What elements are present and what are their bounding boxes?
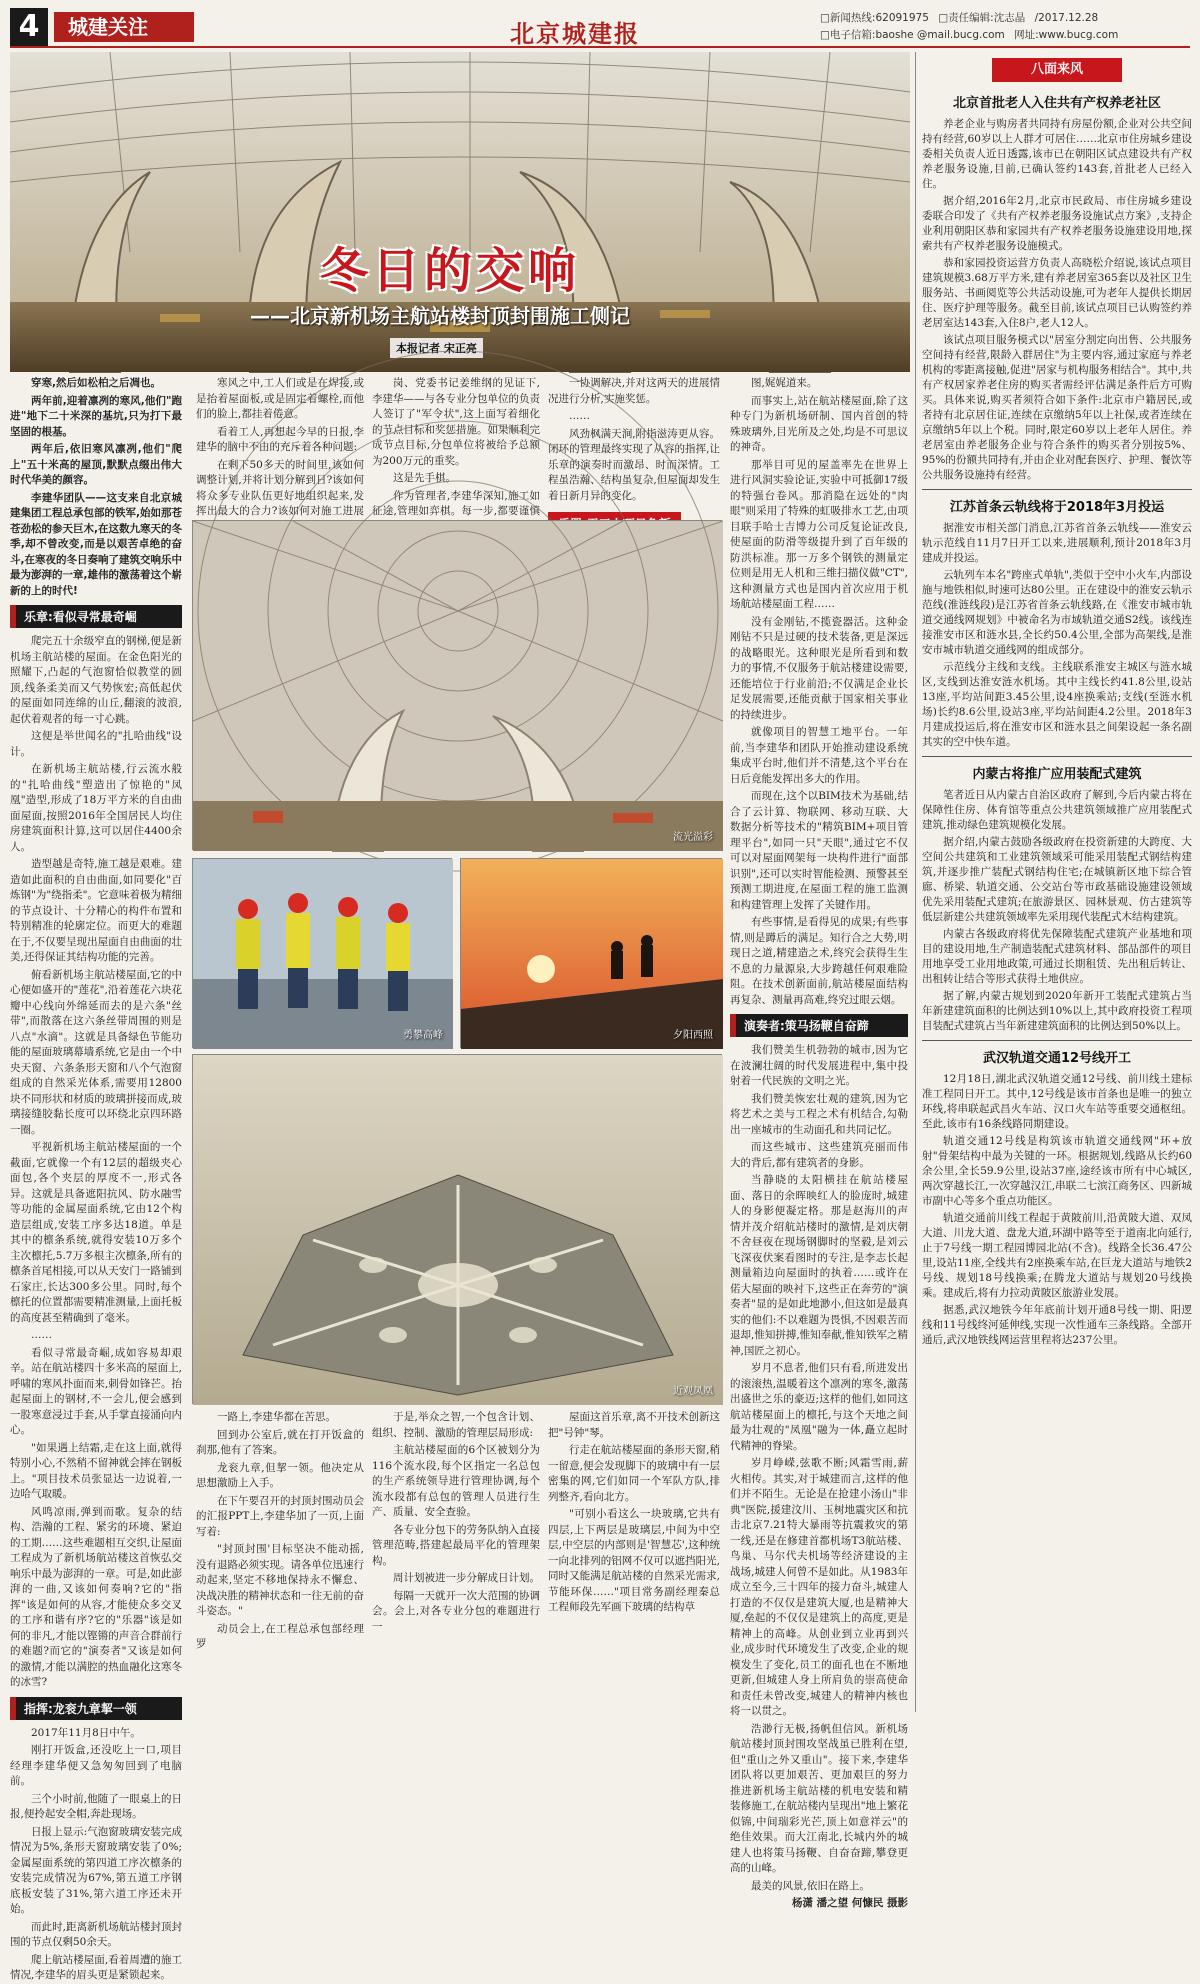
body-paragraph: "如果遇上结霜,走在这上面,就得特别小心,不然稍不留神就会摔在钢板上。"项目技术员张显达一边说着,一边哈气取暖。	[10, 1441, 182, 1500]
column-2-bottom	[196, 1410, 364, 1710]
workers-photo	[192, 858, 452, 1048]
body-paragraph: 平视新机场主航站楼屋面的一个截面,它就像一个有12层的超级夹心面包,各个夹层的厚度不一,形式各异。这就是具备遮阳抗风、防水融雪等功能的金属屋面系统,它由12个构造层组成,安装工序多达18道。单是其中的檩条系统,就得安装10万多个主次檩托,5.7万多根主次檩条,所有的檩条首尾相接,可以从天安门一路铺到石家庄,长达300多公里。同时,每个檩托的位置都需要精准测量,上面托板的高度甚至精确到了毫米。	[10, 1141, 182, 1324]
body-paragraph: 寒风之中,工人们或是在焊接,或是抬着屋面板,或是固定着螺栓,而他们的脸上,都挂着倦意。	[196, 377, 364, 420]
column-divider	[915, 52, 916, 1712]
news-item	[922, 763, 1192, 1034]
body-paragraph: 动员会上,在工程总承包部经理罗	[196, 1622, 364, 1650]
section-heading: 乐章:看似寻常最奇崛	[10, 605, 182, 628]
body-paragraph: 看着工人,再想起今早的日报,李建华的脑中不由的充斥着各种问题:	[196, 425, 364, 453]
body-paragraph: 在下午要召开的封顶封围动员会的汇报PPT上,李建华加了一页,上面写着:	[196, 1494, 364, 1538]
body-paragraph: 日报上显示:气泡窗玻璃安装完成情况为5%,条形天窗玻璃安装了0%;金属屋面系统的第四道工序次檩条的安装完成情况为67%,第五道工序钢底板安装了31%,第六道工序还未开始。	[10, 1825, 182, 1915]
body-paragraph: 在剩下50多天的时间里,该如何调整计划,并将计划分解到日?该如何将众多专业队伍更好地组织起来,发挥出最大的合力?该如何对施工进展	[196, 458, 364, 517]
news-paragraph: 据了解,内蒙古规划到2020年新开工装配式建筑占当年新建建筑面积的比例达到10%以上,其中政府投资工程项目装配式建筑占当年新建建筑面积的比例达到50%以上。	[922, 990, 1192, 1032]
intro-paragraph: 李建华团队——这支来自北京城建集团工程总承包部的铁军,始如那苍苍劲松的参天巨木,在这数九寒天的冬季,却不曾改变,而是以艰苦卓绝的奋斗,在寒夜的冬日奏响了建筑交响乐中最为澎湃的一章,雄伟的激荡着这个崭新的上的时代!	[10, 491, 182, 597]
column-1	[10, 376, 182, 1981]
body-paragraph: 爬完五十余级窄直的钢梯,便是新机场主航站楼的屋面。在金色阳光的照耀下,凸起的气泡窗恰似教堂的圆顶,线条柔美而又气势恢宏;高低起伏的屋面如同连绵的山丘,翻滚的波浪,起伏着观者的每一寸心跳。	[10, 635, 182, 725]
article-title: 冬日的交响	[320, 243, 581, 299]
body-paragraph: 浩渺行无极,扬帆但信风。新机场航站楼封顶封围攻坚战虽已胜利在望,但"重山之外又重山"。接下来,李建华团队将以更加艰苦、更加艰巨的努力推进新机场主航站楼的机电安装和精装修施工,在航站楼内呈现出"地上繁花似锦,中间瑞彩光芒,顶上如意祥云"的绝佳效果。而大江南北,长城内外的城建人也将策马扬鞭、自奋奋蹄,攀登更高的山峰。	[730, 1722, 908, 1874]
body-paragraph: 那举目可见的屋盖率先在世界上进行风洞实验论证,实验中可抵御17级的特强台卷风。那消隐在远处的"肉眼"则采用了特殊的虹吸排水工艺,由项目联手哈士吉博力公司反复论证改良,使屋面的防滑等级提升到了百年级的防洪标准。那一万多个钢铁的测量定位则是用无人机和三维扫描仪做"CT",这种测量方式也是国内首次应用于机场航站楼屋面工程……	[730, 458, 908, 610]
photo-caption: 流光溢彩	[673, 832, 713, 843]
body-paragraph: 而事实上,站在航站楼屋面,除了这种专门为新机场研制、国内首创的特殊玻璃外,目光所及之处,均是不可思议的神奇。	[730, 394, 908, 453]
news-paragraph: 示范线分主线和支线。主线联系淮安主城区与涟水城区,支线到达淮安涟水机场。其中主线长约41.8公里,设站13座,平均站间距3.45公里,设4座换乘站;支线(至涟水机场)长约8.6公里,设站3座,平均站间距4.2公里。2018年3月建成投运后,将在淮安市区和涟水县之间架设起一条名副其实的空中快车道。	[922, 661, 1192, 748]
body-paragraph: 没有金刚钻,不揽瓷器活。这种金刚钻不只是过硬的技术装备,更是深远的战略眼光。这种眼光是所看到和数力的事情,不仅服务于航站楼建设需要,还能培位于行业前沿;不仅满足企业长足发展需要,还能贡献于国家相关事业的持续进步。	[730, 615, 908, 721]
news-paragraph: 据淮安市相关部门消息,江苏省首条云轨线——淮安云轨示范线自11月7日开工以来,进展顺利,预计2018年3月建成并投运。	[922, 522, 1192, 564]
body-paragraph: 当静晓的太阳横挂在航站楼屋面、落日的余晖映红人的脸庞时,城建人的身影便凝定格。那是赵海川的声情并茂介绍航站楼时的激情,是刘庆朝不舍昼夜在现场钢脚时的坚毅,是刘云飞深夜伏案看图时的专注,是李志长起测量箱边向屋面时的执着……或许在偌大屋面的映衬下,这些正在奔劳的"演奏者"显的是如此地渺小,但这如是最真实的他们:不以难题为畏惧,不因艰苦而退却,惟知拼搏,惟知奉献,惟知铁军之精神,国匠之初心。	[730, 1174, 909, 1357]
byline: 本报记者 宋正亮	[390, 338, 483, 358]
body-paragraph: 在新机场主航站楼,行云流水般的"扎哈曲线"塑造出了惊艳的"凤凰"造型,形成了18万平方米的自由曲面屋面,按照2016年全国居民人均住房建筑面积计算,这可以居住4400余人。	[10, 763, 182, 853]
body-paragraph: 图,娓娓道来。	[751, 377, 818, 389]
column-5	[730, 376, 909, 1909]
news-paragraph: 据介绍,内蒙古鼓励各级政府在投资新建的大跨度、大空间公共建筑和工业建筑领域采可能采用装配式钢结构建筑,并逐步推广装配式钢结构住宅;在城镇新区地下综合管廊、桥梁、轨道交通、公交站台等市政基础设施建设领域优先采用装配式建筑;在旅游景区、园林景观、仿古建筑等低层新建公共建筑领域率先采用现代装配式木结构建筑。	[922, 836, 1192, 923]
paper-name: 北京城建报	[510, 19, 640, 48]
body-paragraph: 而此时,距离新机场航站楼封顶封围的节点仅剩50余天。	[10, 1920, 182, 1948]
body-paragraph: 岁月峥嵘,弦歌不断;风霜雪雨,薪火相传。其实,对于城建而言,这样的他们并不陌生。无论是在抢建小汤山"非典"医院,援建汶川、玉树地震灾区和抗击北京7.21特大暴雨等抗震救灾的第一线,还是在修建首都机场T3航站楼、鸟巢、马尔代夫机场等经济建设的主战场,城建人何曾不是如此。从1983年成立至今,三十四年的接力奋斗,城建人打造的不仅仅是建筑大厦,也是精神大厦,垒起的不仅仅是建筑上的高度,更是精神上的高峰。从创业到立业再到兴业,成步时代环境发生了改变,企业的规模发生了变化,员工的面孔也在不断地更新,但城建人身上所肩负的崇高使命和责任未曾改变,城建人的精神内核也将一以贯之。	[730, 1457, 908, 1717]
photo-caption: 夕阳西照	[673, 1030, 713, 1041]
news-divider	[922, 489, 1192, 490]
body-paragraph: 风劲枫满天涧,附指滋涛更从容。闭环的管理最终实现了从容的指挥,让乐章的演奏时而激昂、时而深情。工程虽浩瀚、结构虽复杂,但屋面却发生着日新月异的变化。	[548, 427, 720, 502]
news-paragraph: 恭和家园投资运营方负责人高晓松介绍说,该试点项目建筑规模3.68万平方米,建有养老居室365套以及社区卫生服务站、书画阅览等公共活动设施,可为老年人提供长期居住、医疗护理等服务。截至目前,该试点项目已认购签约养老居室达143套,入住8户,老人12人。	[922, 257, 1192, 329]
email: □电子信箱:baoshe @mail.bucg.com	[820, 29, 1005, 41]
news-body	[922, 117, 1192, 483]
interior-illustration	[193, 521, 723, 851]
editor: □责任编辑:沈志晶	[938, 12, 1026, 24]
body-paragraph: 岁月不息者,他们只有看,所进发出的滚滚热,温暖着这个凛冽的寒冬,激荡出盛世之乐的豪迈;这样的他们,如同这航站楼屋面上的檩托,与这个天地之间最为壮观的"凤凰"融为一体,矗立起时代精神的脊梁。	[730, 1362, 908, 1452]
column-3-bottom	[372, 1410, 540, 1710]
contact-info	[820, 10, 1190, 44]
news-item	[922, 92, 1192, 483]
body-paragraph: 各专业分包下的劳务队纳入直接管理范畴,搭建起最局平化的管理架构。	[372, 1523, 540, 1567]
article-subtitle: ——北京新机场主航站楼封顶封围施工侧记	[250, 304, 630, 328]
body-paragraph: 风鸣凉雨,弹到而歌。复杂的结构、浩瀚的工程、紧劣的环境、紧迫的工期……这些难题相互交织,让屋面工程成为了新机场航站楼这首恢弘交响乐中最为澎湃的一章。可是,如此澎湃的一曲,又该如何奏响?它的"指挥"该是如何的从容,才能使众多交叉的工序和谐有序?它的"乐器"该是如何的非凡,才能以铿锵的声音合群前行的难题?而它的"演奏者"又该是如何的激情,才能以满腔的热血融化这寒冬的冰雪?	[10, 1505, 182, 1688]
body-paragraph: 看似寻常最奇崛,成如容易却艰辛。站在航站楼四十多米高的屋面上,呼啸的寒风扑面而来,刺骨如锋芒。抬起屋面上的钢材,不一会儿,便会感到一股寒意浸过手套,从手掌直接涌向内心。	[10, 1346, 182, 1436]
news-item	[922, 496, 1192, 750]
news-paragraph: 轨道交通前川线工程起于黄陂前川,沿黄陂大道、双凤大道、川龙大道、盘龙大道,环湖中路等至于道南北向延行,止于7号线一期工程园博园北站(不含)。线路全长36.47公里,设站11座,全线共有2座换乘车站,在巨龙大道站与地铁2号线、规划18号线换乘;在腾龙大道站与规划20号线换乘。建成后,将有力拉动黄陂区旅游业发展。	[922, 1212, 1192, 1299]
body-paragraph: 一路上,李建华都在苦思。	[217, 1411, 336, 1423]
news-body	[922, 1072, 1192, 1348]
news-paragraph: 轨道交通12号线是构筑该市轨道交通线网"环+放射"骨架结构中最为关键的一环。根据规划,线路从长约60余公里,全长59.9公里,设站37座,途经该市所有中心城区,两次穿越长江,一次穿越汉江,串联二七滨江商务区、四新城市副中心等多个重点功能区。	[922, 1135, 1192, 1207]
body-paragraph: 而这些城市、这些建筑亮丽而伟大的背后,都有建筑者的身影。	[730, 1141, 908, 1169]
body-paragraph: "封顶封围'目标坚决不能动摇,没有退路必须实现。请各单位迅速行动起来,坚定不移地保持永不懈怠、决战决胜的精神状态和一往无前的奋斗姿态。"	[196, 1543, 364, 1617]
body-paragraph: 爬上航站楼屋面,看着周遭的施工情况,李建华的眉头更是紧锁起来。	[10, 1953, 182, 1981]
sunset-illustration	[461, 859, 723, 1049]
news-body	[922, 788, 1192, 1034]
body-paragraph: 造型越是奇特,施工越是艰难。建造如此面积的自由曲面,如同要化"百炼钢"为"绕指柔"。它意味着极为精细的节点设计、十分精心的构件布置和特别精准的轮廓定位。而更大的难题在于,不仅要呈现出屋面自由曲面的壮美,还得保证其结构功能的完善。	[10, 858, 182, 963]
body-paragraph: 屋面这首乐章,离不开技术创新这把"号钟"琴。	[548, 1411, 720, 1439]
photo-caption: 近观凤凰	[673, 1386, 713, 1397]
news-paragraph: 据介绍,2016年2月,北京市民政局、市住房城乡建设委联合印发了《共有产权养老服务设施试点方案》,支持企业利用朝阳区恭和家园共有产权养老服务设施建设用地,探索共有产权养老服务设施模式。	[922, 195, 1192, 252]
page-number: 4	[10, 8, 48, 46]
body-paragraph: 每隔一天就开一次大范围的协调会。会上,对各专业分包的难题进行一	[372, 1589, 540, 1633]
news-divider	[922, 756, 1192, 757]
body-paragraph: 刚打开饭盒,还没吃上一口,项目经理李建华便又急匆匆回到了电脑前。	[10, 1744, 182, 1787]
intro-paragraph: 两年后,依旧寒风凛冽,他们"爬上"五十米高的屋顶,默默点缀出伟大时代华美的颜容。	[10, 443, 182, 486]
body-paragraph: 我们赞美恢宏壮观的建筑,因为它将艺术之美与工程之术有机结合,勾勒出一座城市的生动面孔和共同记忆。	[730, 1092, 908, 1136]
masthead	[10, 8, 1190, 48]
news-title: 内蒙古将推广应用装配式建筑	[972, 767, 1142, 782]
sunset-photo	[460, 858, 722, 1048]
website: 网址:www.bucg.com	[1014, 29, 1119, 41]
body-paragraph: 作为管理者,李建华深知,施工如征途,管理如弈棋。每一步,都要谨慎	[372, 489, 540, 517]
news-paragraph: 该试点项目服务模式以"居室分割定向出售、公共服务空间持有经营,限龄入群居住"为主要内容,通过家庭与养老机构的零距离接触,促进"居家与机构服务相结合"。其中,共有产权居家养老住房的购买者需经评估满足条件后方可购买。具体来说,购买者须符合如下条件:北京市户籍居民,或者持有北京居住证,连续在京缴纳5年以上社保,或者连续在京缴纳5年以上个税。同时,限定60岁以上老年人居住。养老居室由养老服务企业与符合条件的购买者分别按5%、95%的份额共同持有,并由企业对配套医疗、护理、餐饮等公共服务设施持有经营。	[922, 334, 1192, 481]
news-paragraph: 内蒙古各级政府将优先保障装配式建筑产业基地和项目的建设用地,生产制造装配式建筑材料、部品部件的项目用地享受工业用地政策,可通过长期租赁、先出租后转让、出租转让结合等形式获得土地供应。	[922, 928, 1192, 985]
body-paragraph: "可别小看这么一块玻璃,它共有四层,上下两层是玻璃层,中间为中空层,中空层的内部则是'智慧芯',这种统一向北排列的铝网不仅可以遮挡阳光,同时又能满足航站楼的自然采光需求,节能环保……"项目常务副经理秦总工程师段先军画下玻璃的结构草	[548, 1508, 720, 1613]
hero-photo	[10, 52, 910, 372]
intro-paragraph: 两年前,迎着凛冽的寒风,他们"跑进"地下二十米深的基坑,只为打下最坚固的根基。	[10, 394, 182, 438]
intro-paragraph: 穿寒,然后如松柏之后凋也。	[31, 377, 161, 389]
issue-date: /2017.12.28	[1034, 12, 1099, 24]
photo-caption: 勇攀高峰	[403, 1030, 443, 1041]
news-paragraph: 养老企业与购房者共同持有房屋份额,企业对公共空间持有经营,60岁以上人群才可居住……北京市住房城乡建设委相关负责人近日透露,该市已在朝阳区试点建设共有产权养老服务设施,目前,已确认签约143套,首批老人已经入住。	[922, 118, 1192, 190]
body-paragraph: 俯看新机场主航站楼屋面,它的中心便如盛开的"莲花",沿着莲花六块花瓣中心线向外绵延而去的是六条"丝带",而散落在这六条丝带周围的则是八点"水滴"。这就是具备绿色节能功能的屋面玻璃幕墙系统,它是由一个中央天窗、六条条形天窗和八个气泡窗组成的自然采光体系,需要用12800块不同形状和材质的玻璃拼接而成,玻璃接缝胶黏长度可以环绕北京四环路一圈。	[10, 968, 182, 1136]
body-paragraph: 我们赞美生机勃勃的城市,因为它在波澜壮阔的时代发展进程中,集中投射着一代民族的文明之光。	[730, 1044, 908, 1087]
workers-illustration	[193, 859, 453, 1049]
body-paragraph: 这便是举世闻名的"扎哈曲线"设计。	[10, 730, 182, 758]
sidebar-news	[922, 52, 1192, 1712]
news-title: 北京首批老人入住共有产权养老社区	[952, 96, 1161, 111]
body-paragraph: 一协调解决,并对这两天的进展情况进行分析,实施奖惩。	[548, 377, 720, 405]
news-body	[922, 521, 1192, 750]
body-paragraph: 而现在,这个以BIM技术为基础,结合了云计算、物联网、移动互联、大数据分析等技术的"精筑BIM+项目管理平台",如同一只"天眼",通过它不仅可以对屋面网架每一块构件进行"面部识别",还可以实时智能检测、预警甚至预测工期进度,在屋面工程的施工监测和构建管理上发挥了关键作用。	[730, 790, 908, 911]
body-paragraph: 周计划被进一步分解成日计划。	[393, 1572, 540, 1584]
body-paragraph: 就像项目的智慧工地平台。一年前,当李建华和团队开始推动建设系统集成平台时,他们并不清楚,这个平台在日后竟能发挥出多大的作用。	[730, 726, 908, 785]
photo-credit: 杨潇 潘之望 何慷民 摄影	[792, 1897, 908, 1909]
body-paragraph: 于是,举众之智,一个包含计划、组织、控制、激励的管理层局形成:	[372, 1411, 540, 1439]
news-paragraph: 据悉,武汉地铁今年年底前计划开通8号线一期、阳逻线和11号线终河延伸线,实现一次性通车三条线路。全部开通后,武汉地铁线网运营里程将达237公里。	[922, 1304, 1192, 1346]
body-paragraph: 有些事情,是看得见的成果;有些事情,则是蹲后的满足。知行合之大势,明现日之道,精建造之术,终究会获得生生不息的力量源泉,大步跨越任何艰难险阻。在技术创新面前,航站楼屋面结构再复杂、测量再高难,终究过眼云烟。	[730, 916, 908, 1006]
hotline: □新闻热线:62091975	[820, 12, 929, 24]
section-title: 城建关注	[54, 12, 194, 42]
news-paragraph: 笔者近日从内蒙古自治区政府了解到,今后内蒙古将在保障性住房、体育馆等重点公共建筑领域推广应用装配式建筑,推动绿色建筑规模化发展。	[922, 789, 1192, 831]
body-paragraph: 这是先手棋。	[393, 472, 456, 484]
news-paragraph: 云轨列车本名"跨座式单轨",类似于空中小火车,内部设施与地铁相似,时速可达80公里。正在建设中的淮安云轨示范线(淮涟线段)是江苏省首条云轨线路,在《淮安市城市轨道交通线网规划》中被命名为市域轨道交通S2线。该线连接淮安市区和涟水县,全长约50.4公里,全部为高架线,是淮安市城市轨道交通线网的组成部分。	[922, 569, 1192, 656]
body-paragraph: 2017年11月8日中午。	[31, 1726, 141, 1739]
body-paragraph: 行走在航站楼屋面的条形天窗,稍一留意,便会发现脚下的玻璃中有一层密集的网,它们如同一个军队方队,排列整齐,看向北方。	[548, 1444, 720, 1503]
body-paragraph: 回到办公室后,就在打开饭盒的刹那,他有了答案。	[196, 1428, 364, 1456]
news-divider	[922, 1040, 1192, 1041]
body-paragraph: ……	[31, 1329, 52, 1341]
body-paragraph: 三个小时前,他随了一眼桌上的日报,便拎起安全帽,奔赴现场。	[10, 1792, 182, 1820]
aerial-photo	[192, 1054, 722, 1404]
column-3-top	[372, 376, 540, 516]
news-item	[922, 1047, 1192, 1348]
column-2-top	[196, 376, 364, 516]
column-4-bottom	[548, 1410, 720, 1710]
aerial-illustration	[193, 1055, 723, 1405]
news-paragraph: 12月18日,湖北武汉轨道交通12号线、前川线土建标准工程同日开工。其中,12号线是该市首条也是唯一的独立环线,将串联起武昌火车站、汉口火车站等重要交通枢纽。至此,该市有16条线路同期建设。	[922, 1073, 1192, 1130]
body-paragraph: 龙衮九章,但挈一领。他决定从思想激励上入手。	[196, 1461, 364, 1489]
body-paragraph: 最美的风景,依旧在路上。	[751, 1879, 870, 1892]
news-title: 江苏首条云轨线将于2018年3月投运	[949, 500, 1165, 515]
body-paragraph: ……	[569, 410, 590, 422]
column-4-top	[548, 376, 720, 516]
body-paragraph: 主航站楼屋面的6个区被划分为116个流水段,每个区指定一名总包的生产系统领导进行管理协调,每个流水段都有总包的管理人员进行生产、质量、安全查验。	[372, 1444, 540, 1518]
sidebar-tag: 八面来风	[992, 58, 1122, 82]
body-paragraph: 岗、党委书记姜维纲的见证下,李建华——与各专业分包单位的负责人签订了"军令状",这上面写着细化的节点目标和奖惩措施。如果顺利完成节点目标,分包单位将被给予总额为200万元的重奖。	[372, 377, 540, 467]
terminal-interior-photo	[192, 520, 722, 850]
section-heading: 指挥:龙衮九章挈一领	[10, 1697, 182, 1720]
section-heading: 演奏者:策马扬鞭自奋蹄	[730, 1014, 908, 1037]
news-title: 武汉轨道交通12号线开工	[982, 1051, 1132, 1066]
